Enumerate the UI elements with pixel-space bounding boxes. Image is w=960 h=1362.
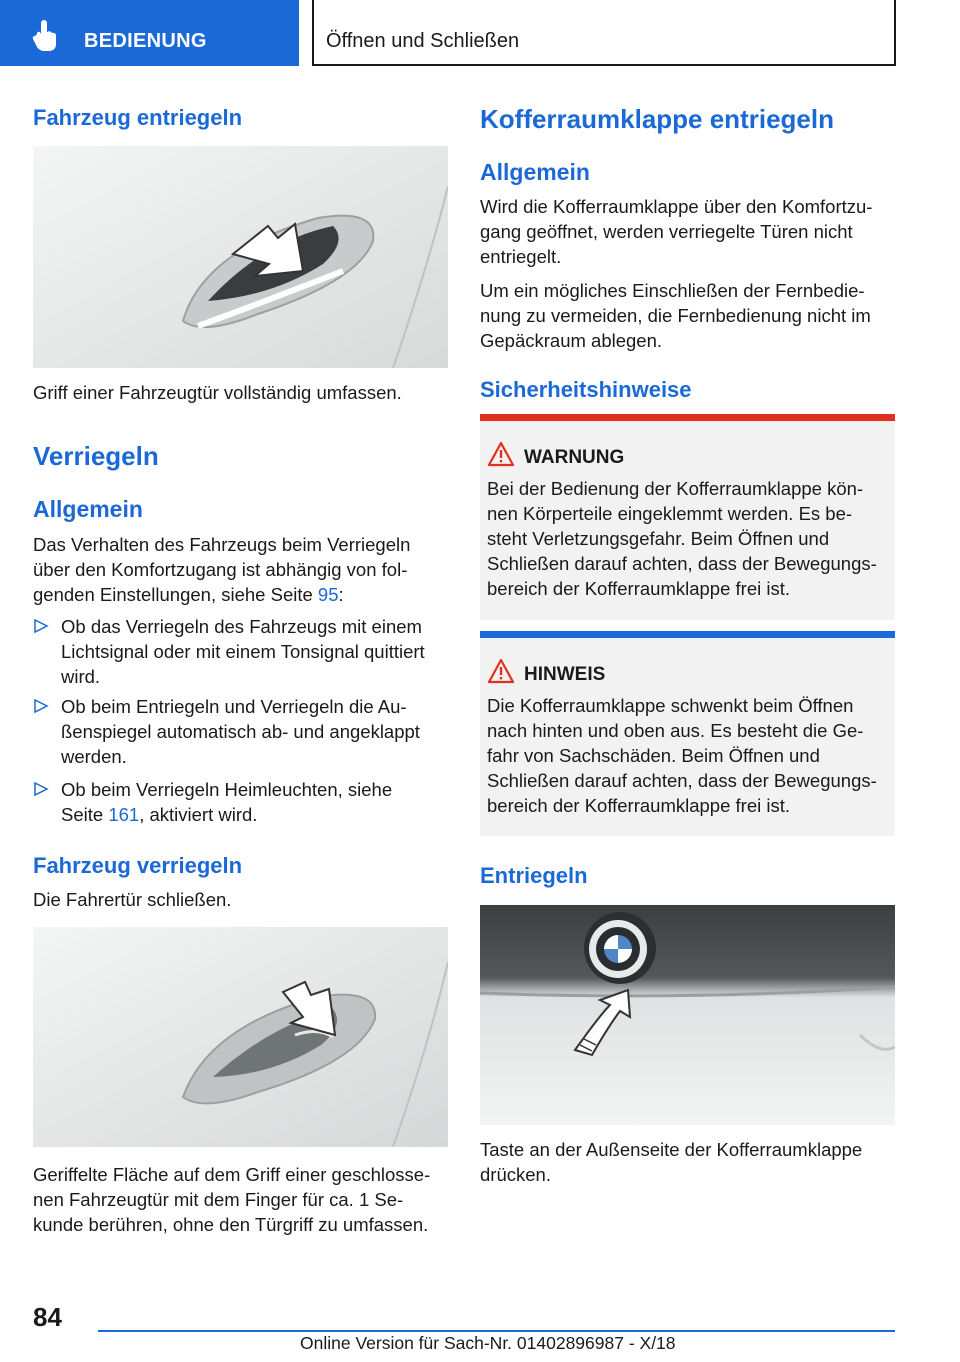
trunk-release-image (480, 905, 895, 1125)
caption-touch-grip: Geriffelte Fläche auf dem Griff einer geschlosse‐ nen Fahrzeugtür mit dem Finger für ca. 1 Se‐ kunde berühren, ohne den Türgriff zu umfassen. (33, 1164, 431, 1235)
section-label: BEDIENUNG (84, 30, 207, 52)
heading-entriegeln: Entriegeln (480, 863, 588, 888)
triangle-bullet-icon (33, 698, 49, 714)
footer-text: Online Version für Sach-Nr. 01402896987 - X/18 (300, 1333, 676, 1353)
triangle-bullet-icon (33, 618, 49, 634)
warning-text: Bei der Bedienung der Kofferraumklappe kön‐ nen Körperteile eingeklemmt werden. Es be‐ steht Verletzungsgefahr. Beim Öffnen und Schließen darauf achten, dass der Bewegungs‐ bereich der Kofferraumklappe frei ist. (487, 478, 877, 599)
chapter-title: Öffnen und Schließen (326, 30, 520, 52)
heading-verriegeln: Verriegeln (33, 441, 159, 471)
heading-fahrzeug-entriegeln: Fahrzeug entriegeln (33, 105, 243, 130)
page-link-95[interactable]: 95 (317, 584, 339, 605)
caption-trunk-button: Taste an der Außenseite der Kofferraumklappe drücken. (480, 1139, 863, 1185)
door-handle-unlock-image (33, 146, 448, 368)
footer-divider (98, 1330, 895, 1332)
paragraph-fahrertuer: Die Fahrertür schließen. (33, 889, 232, 910)
heading-allgemein-right: Allgemein (480, 159, 590, 185)
notice-text: Die Kofferraumklappe schwenkt beim Öffnen nach hinten und oben aus. Es besteht die Ge‐ fahr von Sachschäden. Beim Öffnen und Schließen darauf achten, dass der Bewegungs‐ bereich der Kofferraumklappe frei ist. (487, 695, 877, 816)
paragraph-fernbedienung: Um ein mögliches Einschließen der Fernbedie‐ nung zu vermeiden, die Fernbedienung nicht im Gepäckraum ablegen. (480, 280, 871, 351)
warning-triangle-icon (487, 441, 515, 467)
heading-allgemein-left: Allgemein (33, 496, 143, 522)
heading-fahrzeug-verriegeln: Fahrzeug verriegeln (33, 853, 243, 878)
paragraph-allgemein: Das Verhalten des Fahrzeugs beim Verriegeln über den Komfortzugang ist abhängig von fol‐ genden Einstellungen, siehe Seite 95: (33, 534, 411, 605)
notice-box (480, 631, 895, 836)
notice-label: HINWEIS (524, 664, 606, 685)
warning-label: WARNUNG (524, 447, 625, 468)
page-link-161[interactable]: 161 (108, 804, 140, 825)
notice-triangle-icon (487, 658, 515, 684)
heading-sicherheitshinweise: Sicherheitshinweise (480, 377, 692, 402)
hand-pointer-icon (28, 18, 64, 54)
paragraph-komfortzugang: Wird die Kofferraumklappe über den Komfortzu‐ gang geöffnet, werden verriegelte Türen nicht entriegelt. (480, 196, 873, 267)
heading-kofferraumklappe-entriegeln: Kofferraumklappe entriegeln (480, 104, 834, 134)
page-number: 84 (33, 1302, 62, 1332)
caption-grip-handle: Griff einer Fahrzeugtür vollständig umfassen. (33, 382, 402, 403)
triangle-bullet-icon (33, 781, 49, 797)
warning-box (480, 414, 895, 620)
door-handle-lock-image (33, 927, 448, 1147)
